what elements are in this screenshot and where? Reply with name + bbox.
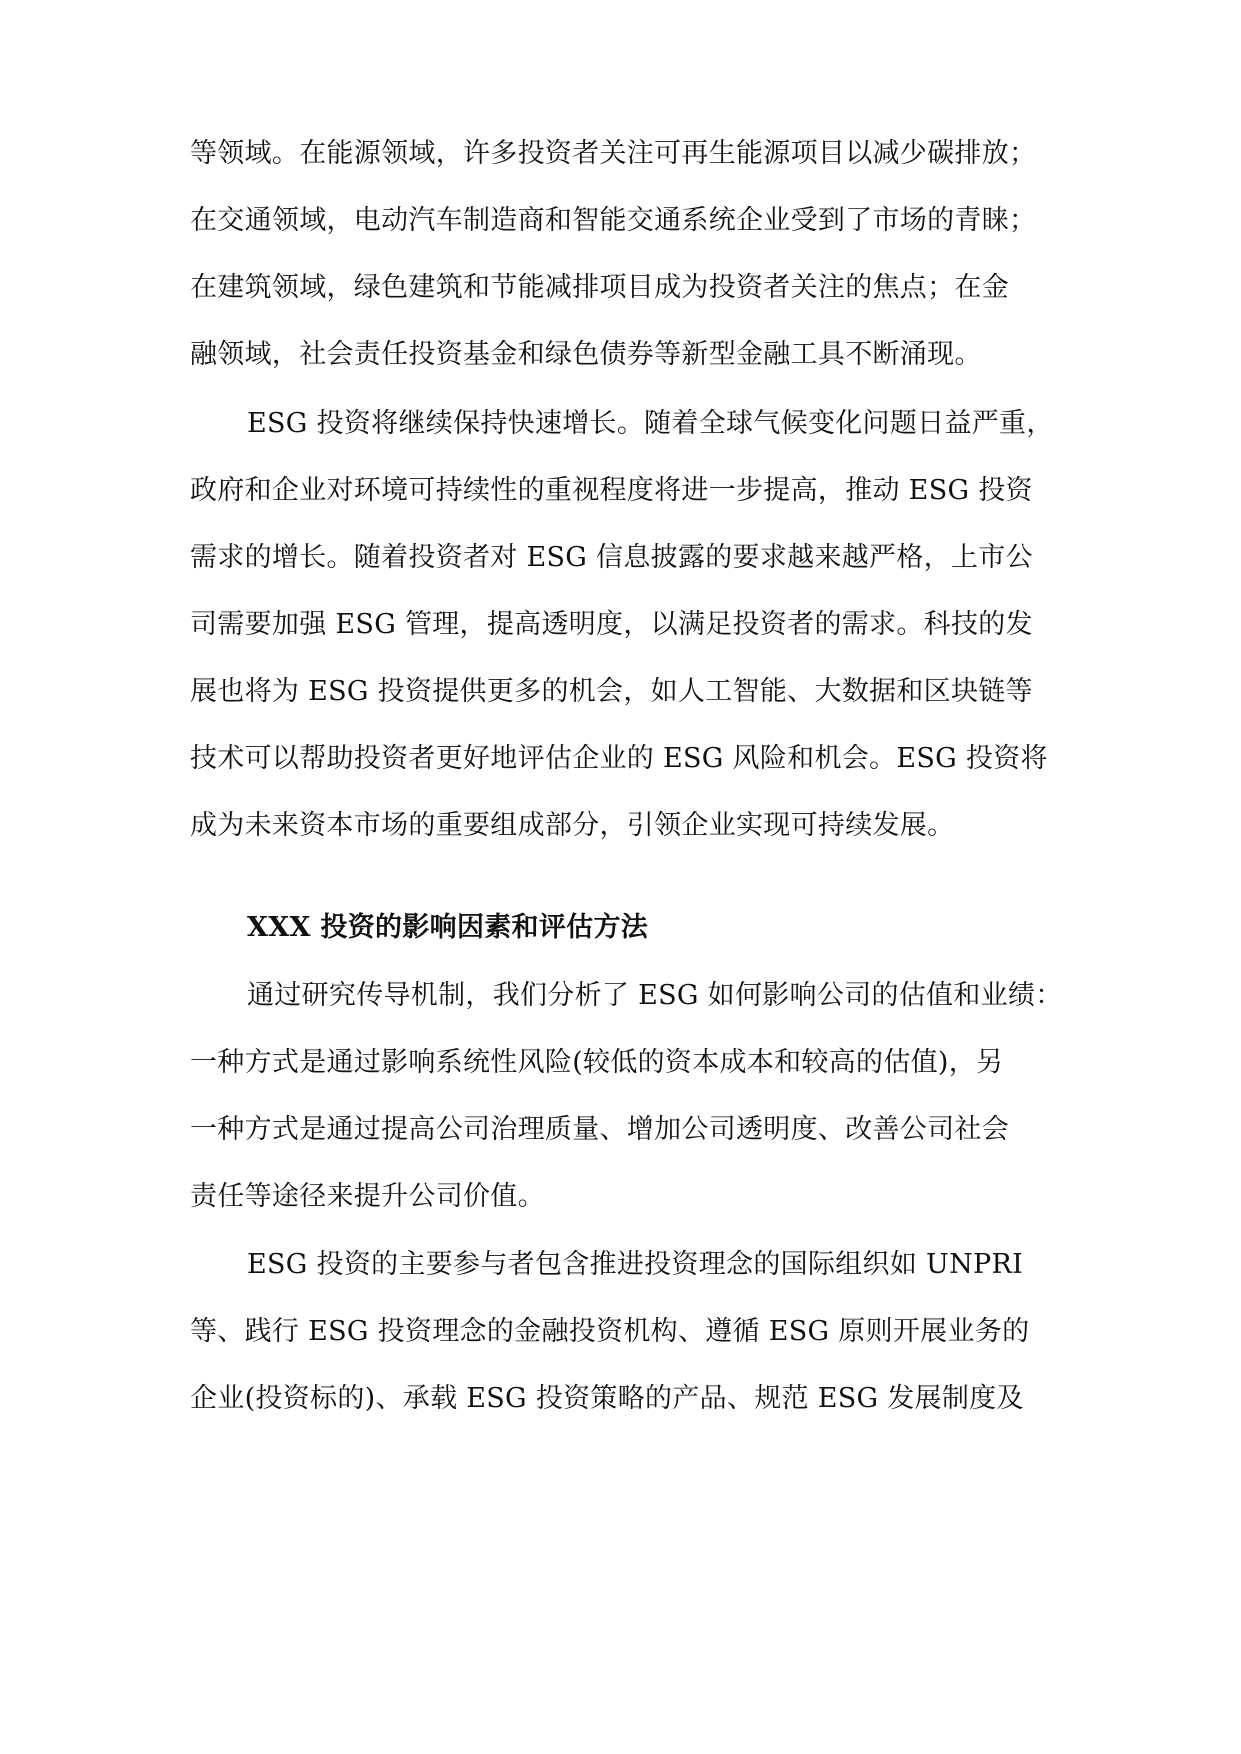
paragraph-line: 等、践行 ESG 投资理念的金融投资机构、遵循 ESG 原则开展业务的 bbox=[190, 1316, 1030, 1347]
paragraph-line: 一种方式是通过影响系统性风险(较低的资本成本和较高的估值)，另 bbox=[190, 1047, 1004, 1078]
paragraph-line: 成为未来资本市场的重要组成部分，引领企业实现可持续发展。 bbox=[190, 810, 955, 841]
paragraph-line: 政府和企业对环境可持续性的重视程度将进一步提高，推动 ESG 投资 bbox=[190, 475, 1033, 506]
paragraph-line: 等领域。在能源领域，许多投资者关注可再生能源项目以减少碳排放； bbox=[190, 138, 1037, 169]
paragraph-line: 在建筑领域，绿色建筑和节能减排项目成为投资者关注的焦点；在金 bbox=[190, 272, 1009, 303]
section-heading: XXX 投资的影响因素和评估方法 bbox=[247, 912, 649, 943]
paragraph-line: 展也将为 ESG 投资提供更多的机会，如人工智能、大数据和区块链等 bbox=[190, 676, 1033, 707]
paragraph-line: 企业(投资标的)、承载 ESG 投资策略的产品、规范 ESG 发展制度及 bbox=[190, 1383, 1024, 1414]
paragraph-line: 司需要加强 ESG 管理，提高透明度，以满足投资者的需求。科技的发 bbox=[190, 609, 1033, 640]
paragraph-line: 通过研究传导机制，我们分析了 ESG 如何影响公司的估值和业绩： bbox=[247, 980, 1063, 1011]
paragraph-line: 需求的增长。随着投资者对 ESG 信息披露的要求越来越严格，上市公 bbox=[190, 542, 1033, 573]
paragraph-line: 技术可以帮助投资者更好地评估企业的 ESG 风险和机会。ESG 投资将 bbox=[190, 743, 1048, 774]
paragraph-line: 融领域，社会责任投资基金和绿色债券等新型金融工具不断涌现。 bbox=[190, 339, 982, 370]
paragraph-line: ESG 投资的主要参与者包含推进投资理念的国际组织如 UNPRI bbox=[247, 1249, 1024, 1280]
paragraph-line: 责任等途径来提升公司价值。 bbox=[190, 1181, 545, 1212]
paragraph-line: ESG 投资将继续保持快速增长。随着全球气候变化问题日益严重， bbox=[247, 408, 1054, 439]
paragraph-line: 一种方式是通过提高公司治理质量、增加公司透明度、改善公司社会 bbox=[190, 1114, 1009, 1145]
paragraph-line: 在交通领域，电动汽车制造商和智能交通系统企业受到了市场的青睐； bbox=[190, 205, 1037, 236]
